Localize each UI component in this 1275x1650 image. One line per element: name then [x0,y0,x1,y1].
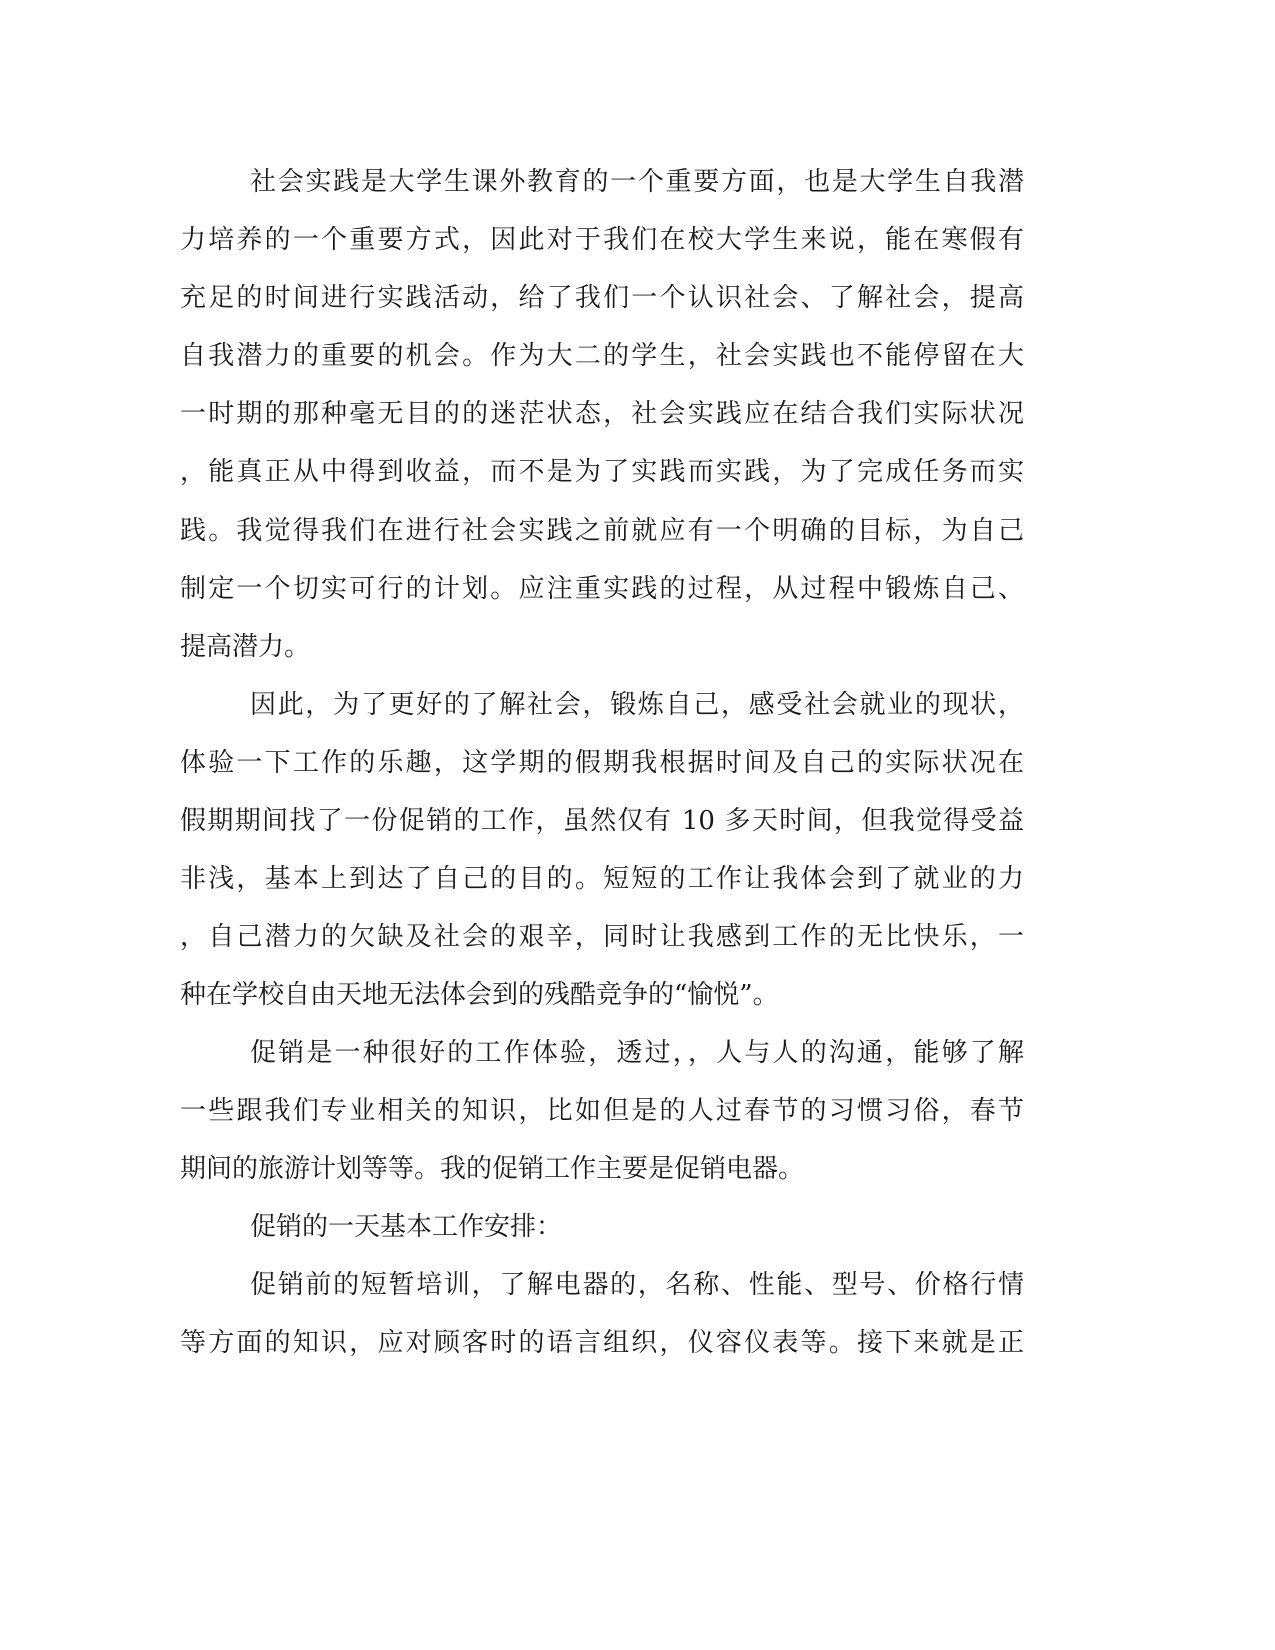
paragraph-2-line-2: 体验一下工作的乐趣，这学期的假期我根据时间及自己的实际状况在 [180,748,1024,778]
paragraph-5-line-2: 等方面的知识，应对顾客时的语言组织，仪容仪表等。接下来就是正 [180,1328,1024,1358]
paragraph-3-line-3: 期间的旅游计划等等。我的促销工作主要是促销电器。 [180,1154,805,1184]
paragraph-2-line-6: 种在学校自由天地无法体会到的残酷竞争的“愉悦”。 [180,980,779,1010]
paragraph-1-line-6: ，能真正从中得到收益，而不是为了实践而实践，为了完成任务而实 [180,457,1024,487]
paragraph-4-line-1: 促销的一天基本工作安排： [250,1212,563,1242]
paragraph-1-line-7: 践。我觉得我们在进行社会实践之前就应有一个明确的目标，为自己 [180,516,1024,546]
paragraph-1-line-5: 一时期的那种毫无目的的迷茫状态，社会实践应在结合我们实际状况 [180,399,1024,429]
paragraph-1-line-3: 充足的时间进行实践活动，给了我们一个认识社会、了解社会，提高 [180,283,1024,313]
paragraph-1-line-9: 提高潜力。 [180,632,311,662]
paragraph-1-line-1: 社会实践是大学生课外教育的一个重要方面，也是大学生自我潜 [250,167,1024,197]
paragraph-1-line-8: 制定一个切实可行的计划。应注重实践的过程，从过程中锻炼自己、 [180,574,1024,604]
paragraph-2-line-1: 因此，为了更好的了解社会，锻炼自己，感受社会就业的现状， [250,690,1024,720]
paragraph-2-line-5: ，自己潜力的欠缺及社会的艰辛，同时让我感到工作的无比快乐，一 [180,922,1024,952]
paragraph-1-line-2: 力培养的一个重要方式，因此对于我们在校大学生来说，能在寒假有 [180,225,1024,255]
paragraph-1-line-4: 自我潜力的重要的机会。作为大二的学生，社会实践也不能停留在大 [180,341,1024,371]
paragraph-3-line-2: 一些跟我们专业相关的知识，比如但是的人过春节的习惯习俗，春节 [180,1096,1024,1126]
paragraph-3-line-1: 促销是一种很好的工作体验，透过，，人与人的沟通，能够了解 [250,1038,1024,1068]
paragraph-5-line-1: 促销前的短暂培训，了解电器的，名称、性能、型号、价格行情 [250,1270,1024,1300]
paragraph-2-line-3: 假期期间找了一份促销的工作，虽然仅有 10 多天时间，但我觉得受益 [180,806,1024,836]
paragraph-2-line-4: 非浅，基本上到达了自己的目的。短短的工作让我体会到了就业的力 [180,864,1024,894]
